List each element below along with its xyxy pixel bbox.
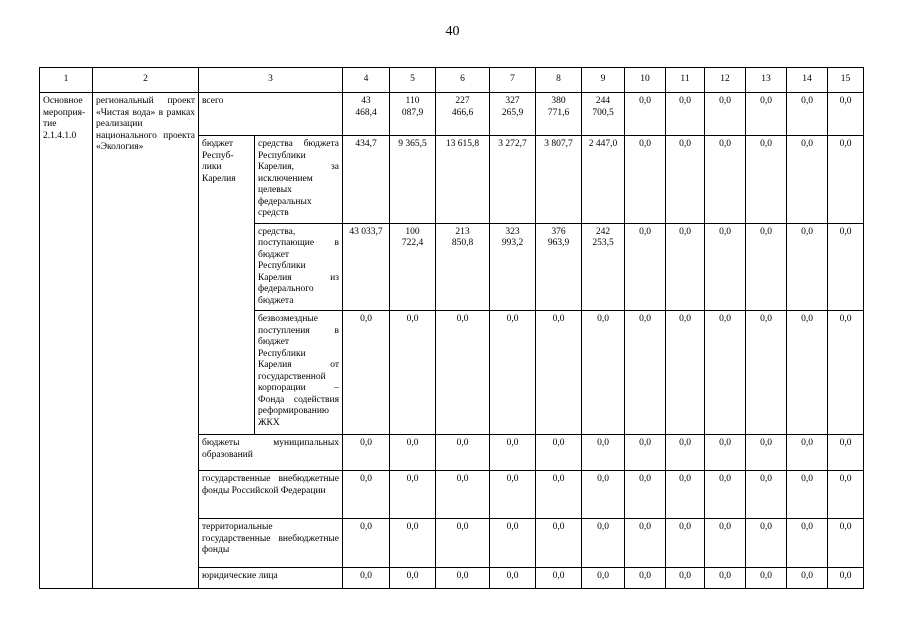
value-cell: 2 447,0 <box>582 136 625 224</box>
value-cell: 0,0 <box>666 519 705 568</box>
row-label: средства, поступающие в бюджет Республики Карелия из федерального бюджета <box>255 223 343 311</box>
value-cell: 0,0 <box>436 471 490 519</box>
value-cell: 0,0 <box>343 471 390 519</box>
value-cell: 0,0 <box>666 471 705 519</box>
value-cell: 3 272,7 <box>490 136 536 224</box>
value-cell: 0,0 <box>746 311 787 435</box>
value-cell: 0,0 <box>705 223 746 311</box>
value-cell: 0,0 <box>705 568 746 589</box>
value-cell: 0,0 <box>490 311 536 435</box>
header-cell: 2 <box>93 68 199 93</box>
value-cell: 0,0 <box>787 136 828 224</box>
value-cell: 0,0 <box>343 568 390 589</box>
value-cell: 110 087,9 <box>390 93 436 136</box>
value-cell: 242 253,5 <box>582 223 625 311</box>
value-cell: 227 466,6 <box>436 93 490 136</box>
header-cell: 6 <box>436 68 490 93</box>
header-cell: 13 <box>746 68 787 93</box>
value-cell: 0,0 <box>343 435 390 471</box>
value-cell: 0,0 <box>666 435 705 471</box>
value-cell: 3 807,7 <box>536 136 582 224</box>
value-cell: 0,0 <box>625 136 666 224</box>
value-cell: 0,0 <box>828 311 864 435</box>
row-label: бюджеты муниципальных образований <box>199 435 343 471</box>
value-cell: 0,0 <box>787 519 828 568</box>
value-cell: 380 771,6 <box>536 93 582 136</box>
value-cell: 323 993,2 <box>490 223 536 311</box>
value-cell: 0,0 <box>828 223 864 311</box>
value-cell: 0,0 <box>705 435 746 471</box>
republic-budget-label: бюджет Респуб- лики Карелия <box>199 136 255 435</box>
header-cell: 8 <box>536 68 582 93</box>
value-cell: 434,7 <box>343 136 390 224</box>
value-cell: 0,0 <box>536 435 582 471</box>
value-cell: 0,0 <box>705 311 746 435</box>
value-cell: 0,0 <box>787 223 828 311</box>
value-cell: 0,0 <box>705 136 746 224</box>
value-cell: 0,0 <box>787 471 828 519</box>
row-label: безвозмездные поступления в бюджет Республики Карелия от государственной корпорации – Фонда содействия реформированию ЖКХ <box>255 311 343 435</box>
value-cell: 0,0 <box>582 311 625 435</box>
value-cell: 0,0 <box>625 93 666 136</box>
value-cell: 0,0 <box>828 93 864 136</box>
value-cell: 0,0 <box>666 93 705 136</box>
value-cell: 0,0 <box>390 471 436 519</box>
header-cell: 5 <box>390 68 436 93</box>
value-cell: 0,0 <box>436 568 490 589</box>
value-cell: 0,0 <box>705 519 746 568</box>
value-cell: 0,0 <box>390 311 436 435</box>
header-cell: 3 <box>199 68 343 93</box>
value-cell: 0,0 <box>666 568 705 589</box>
header-cell: 12 <box>705 68 746 93</box>
value-cell: 0,0 <box>490 471 536 519</box>
value-cell: 0,0 <box>828 519 864 568</box>
value-cell: 0,0 <box>828 568 864 589</box>
table-row-total <box>40 93 864 136</box>
budget-table <box>39 67 864 589</box>
value-cell: 0,0 <box>828 471 864 519</box>
value-cell: 0,0 <box>787 311 828 435</box>
value-cell: 244 700,5 <box>582 93 625 136</box>
value-cell: 0,0 <box>787 93 828 136</box>
value-cell: 0,0 <box>536 519 582 568</box>
header-cell: 15 <box>828 68 864 93</box>
value-cell: 0,0 <box>390 435 436 471</box>
value-cell: 0,0 <box>582 435 625 471</box>
value-cell: 0,0 <box>625 311 666 435</box>
value-cell: 0,0 <box>746 136 787 224</box>
value-cell: 43 468,4 <box>343 93 390 136</box>
value-cell: 0,0 <box>536 311 582 435</box>
value-cell: 213 850,8 <box>436 223 490 311</box>
value-cell: 0,0 <box>536 568 582 589</box>
value-cell: 0,0 <box>436 435 490 471</box>
value-cell: 0,0 <box>582 568 625 589</box>
value-cell: 0,0 <box>343 519 390 568</box>
header-cell: 1 <box>40 68 93 93</box>
value-cell: 0,0 <box>390 519 436 568</box>
value-cell: 0,0 <box>746 223 787 311</box>
value-cell: 43 033,7 <box>343 223 390 311</box>
activity-cell: Основное мероприя- тие 2.1.4.1.0 <box>40 93 93 589</box>
value-cell: 0,0 <box>666 136 705 224</box>
row-label: средства бюджета Республики Карелия, за исключением целевых федеральных средств <box>255 136 343 224</box>
value-cell: 0,0 <box>666 311 705 435</box>
header-row <box>40 68 864 93</box>
value-cell: 0,0 <box>787 435 828 471</box>
value-cell: 0,0 <box>490 568 536 589</box>
value-cell: 0,0 <box>625 519 666 568</box>
value-cell: 100 722,4 <box>390 223 436 311</box>
value-cell: 0,0 <box>343 311 390 435</box>
value-cell: 0,0 <box>625 568 666 589</box>
value-cell: 0,0 <box>828 136 864 224</box>
value-cell: 0,0 <box>625 223 666 311</box>
row-label: государственные внебюджетные фонды Российской Федерации <box>199 471 343 519</box>
value-cell: 0,0 <box>436 311 490 435</box>
value-cell: 0,0 <box>746 519 787 568</box>
header-cell: 14 <box>787 68 828 93</box>
page-number: 40 <box>445 24 460 39</box>
value-cell: 0,0 <box>436 519 490 568</box>
value-cell: 327 265,9 <box>490 93 536 136</box>
value-cell: 0,0 <box>746 435 787 471</box>
value-cell: 0,0 <box>705 93 746 136</box>
value-cell: 13 615,8 <box>436 136 490 224</box>
value-cell: 0,0 <box>390 568 436 589</box>
value-cell: 0,0 <box>582 519 625 568</box>
value-cell: 0,0 <box>536 471 582 519</box>
value-cell: 0,0 <box>705 471 746 519</box>
value-cell: 0,0 <box>746 568 787 589</box>
header-cell: 10 <box>625 68 666 93</box>
value-cell: 0,0 <box>746 93 787 136</box>
value-cell: 0,0 <box>666 223 705 311</box>
row-label: юридические лица <box>199 568 343 589</box>
project-cell: региональный проект «Чистая вода» в рамках реализации национального проекта «Экология» <box>93 93 199 589</box>
header-cell: 11 <box>666 68 705 93</box>
value-cell: 0,0 <box>746 471 787 519</box>
header-cell: 9 <box>582 68 625 93</box>
row-label: территориальные государственные внебюджетные фонды <box>199 519 343 568</box>
value-cell: 0,0 <box>490 519 536 568</box>
header-cell: 7 <box>490 68 536 93</box>
value-cell: 0,0 <box>582 471 625 519</box>
value-cell: 0,0 <box>787 568 828 589</box>
value-cell: 9 365,5 <box>390 136 436 224</box>
value-cell: 0,0 <box>625 435 666 471</box>
value-cell: 376 963,9 <box>536 223 582 311</box>
value-cell: 0,0 <box>625 471 666 519</box>
row-label: всего <box>199 93 343 136</box>
header-cell: 4 <box>343 68 390 93</box>
value-cell: 0,0 <box>828 435 864 471</box>
value-cell: 0,0 <box>490 435 536 471</box>
